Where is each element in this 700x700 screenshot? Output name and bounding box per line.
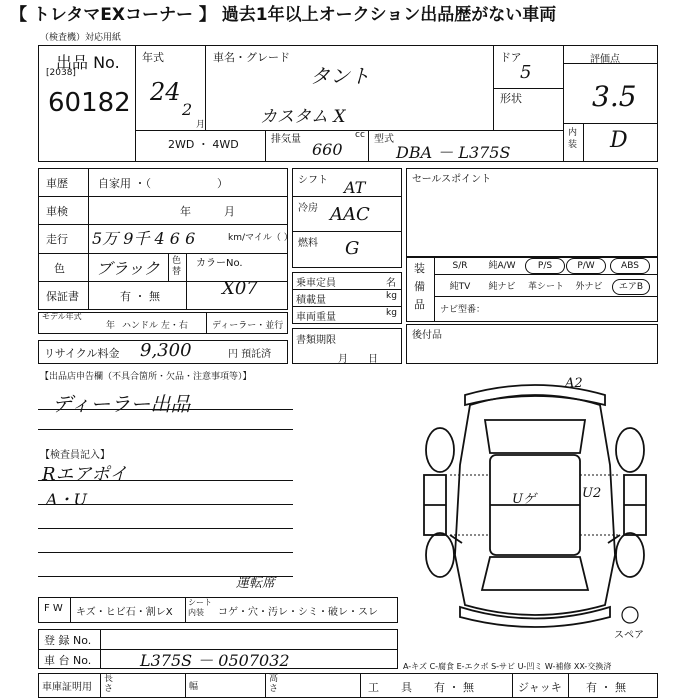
inspection-label: 車検	[46, 205, 68, 218]
spare-wheel-icon	[622, 607, 638, 623]
history-label: 車歴	[46, 177, 68, 190]
doc-label: 書類期限	[296, 335, 336, 346]
form-type-note: （検査機）対応用紙	[40, 33, 122, 43]
dealer-label: ディーラー・並行	[212, 321, 284, 331]
doors-label: ドア	[500, 51, 522, 64]
aftermarket-label: 後付品	[412, 330, 442, 341]
displacement-label: 排気量	[271, 134, 301, 145]
navi-model-label: ナビ型番：	[440, 305, 486, 315]
chassis-value: L375S － 0507032	[140, 651, 290, 670]
bottom-row	[38, 673, 658, 698]
wheel-right-front	[616, 533, 644, 577]
score-label: 評価点	[590, 54, 620, 65]
aftermarket-block	[406, 324, 658, 364]
drive-options: 2WD ・ 4WD	[168, 138, 239, 151]
wheel-left-rear	[426, 428, 454, 472]
model-label: 型式	[374, 134, 394, 145]
equip-airbag: エアB	[612, 279, 650, 295]
spare-label: スペア	[614, 630, 644, 641]
color-no-label: カラーNo.	[196, 258, 243, 269]
mileage-value: 5万 9千 4 6 6	[92, 229, 196, 248]
displacement-value: 660	[312, 140, 343, 159]
tools-label: 工 具	[368, 681, 412, 694]
score-value: 3.5	[592, 80, 637, 113]
tools-value: 有 ・ 無	[434, 681, 474, 694]
inspection-units: 年 月	[180, 205, 235, 218]
wheel-right-rear	[616, 428, 644, 472]
shift-label: シフト	[298, 175, 328, 186]
warranty-label: 保証書	[46, 290, 79, 303]
color-no-value: X07	[222, 278, 258, 299]
fuel-label: 燃料	[298, 238, 318, 249]
cc-unit: cc	[355, 130, 365, 140]
damage-legend: A-キズ C-腐食 E-エクボ S-サビ U-凹ミ W-補修 XX-交換済	[403, 662, 612, 671]
warranty-value: 有 ・ 無	[120, 290, 160, 303]
wheel-left-front	[426, 533, 454, 577]
equip-power-window: P/W	[566, 258, 606, 274]
color-change-label: 色替	[172, 256, 182, 277]
seat-label: シート内装	[188, 598, 212, 617]
handle-label: ハンドル 左・右	[122, 321, 188, 331]
mileage-label: 走行	[46, 233, 68, 246]
car-name: タント	[310, 64, 370, 88]
interior-value: D	[610, 128, 628, 153]
equip-external-navi: 外ナビ	[575, 282, 603, 292]
mark-u-center: Uゲ	[512, 492, 536, 507]
model-year-label: モデル年式	[42, 312, 82, 321]
recycle-label: リサイクル料金	[44, 347, 120, 360]
weight-label: 車両重量	[296, 312, 336, 323]
color-value: ブラック	[96, 259, 160, 278]
interior-label: 内装	[568, 128, 578, 150]
equip-abs: ABS	[610, 258, 650, 274]
name-label: 車名・グレード	[213, 51, 290, 64]
front-windshield	[482, 557, 588, 590]
equip-power-steering: P/S	[525, 258, 565, 274]
capacity-label: 乗車定員	[296, 278, 336, 289]
ac-value: AAC	[330, 204, 370, 225]
fw-options: キズ・ヒビ石・割レX	[76, 607, 173, 618]
inspector-label: 【検査員記入】	[40, 450, 110, 461]
equip-navi: 純ナビ	[488, 282, 516, 292]
jack-label: ジャッキ	[518, 681, 562, 694]
color-label: 色	[54, 262, 65, 275]
shift-value: AT	[344, 178, 366, 197]
lot-small-code: [2038]	[46, 68, 76, 78]
history-options: 自家用 ・（ ）	[98, 177, 228, 190]
mileage-unit: km/マイル（ ）	[228, 233, 293, 243]
rear-window	[485, 420, 585, 453]
seller-note: ディーラー出品	[52, 392, 191, 416]
shape-label: 形状	[500, 92, 522, 105]
year-value: 24	[150, 78, 181, 106]
seller-notes-label: 【出品店申告欄（不具合箇所・欠品・注意事項等）】	[40, 372, 252, 382]
month-unit: 月	[196, 120, 206, 130]
cert-height: 高さ	[269, 674, 279, 694]
cert-label: 車庫証明用	[42, 682, 92, 693]
load-unit: kg	[386, 291, 397, 301]
ac-label: 冷房	[298, 203, 318, 214]
fuel-value: G	[345, 238, 360, 259]
equipment-label: 装備品	[414, 262, 425, 311]
jack-value: 有 ・ 無	[586, 681, 626, 694]
month-value: 2	[182, 100, 193, 119]
cert-width: 幅	[189, 682, 199, 692]
lot-label: 出品 No.	[56, 53, 120, 72]
doors-value: 5	[520, 62, 532, 83]
seat-handnote: 運転席	[236, 576, 276, 591]
load-label: 積載量	[296, 295, 326, 306]
weight-unit: kg	[386, 308, 397, 318]
lot-number: 60182	[48, 88, 131, 118]
reg-label: 登 録 No.	[44, 634, 92, 647]
model-year-unit: 年	[106, 321, 116, 331]
equip-sunroof: S/R	[452, 261, 468, 271]
recycle-value: 9,300	[140, 340, 192, 361]
chassis-label: 車 台 No.	[44, 654, 92, 667]
equip-tv: 純TV	[449, 282, 471, 292]
inspector-note-2: A・U	[46, 490, 88, 509]
year-label: 年式	[142, 51, 164, 64]
sales-label: セールスポイント	[412, 174, 492, 185]
capacity-unit: 名	[386, 278, 396, 289]
seat-options: コゲ・穴・汚レ・シミ・破レ・スレ	[218, 607, 378, 618]
cert-length: 長さ	[104, 674, 114, 694]
model-value: DBA － L375S	[396, 143, 511, 162]
fw-label: F W	[44, 603, 63, 614]
recycle-unit: 円 預託済	[228, 349, 272, 360]
inspector-note-1: Rエアポイ	[42, 464, 128, 485]
doc-unit: 月 日	[338, 354, 378, 365]
mark-a2-rear: A2	[565, 376, 583, 391]
mark-u2-right: U2	[582, 486, 602, 501]
grade-value: カスタム X	[260, 107, 346, 127]
equip-leather: 革シート	[527, 282, 564, 292]
equip-alloy-wheel: 純A/W	[488, 261, 516, 271]
header-banner: 【 トレタマEXコーナー 】 過去1年以上オークション出品歴がない車両	[10, 5, 557, 25]
